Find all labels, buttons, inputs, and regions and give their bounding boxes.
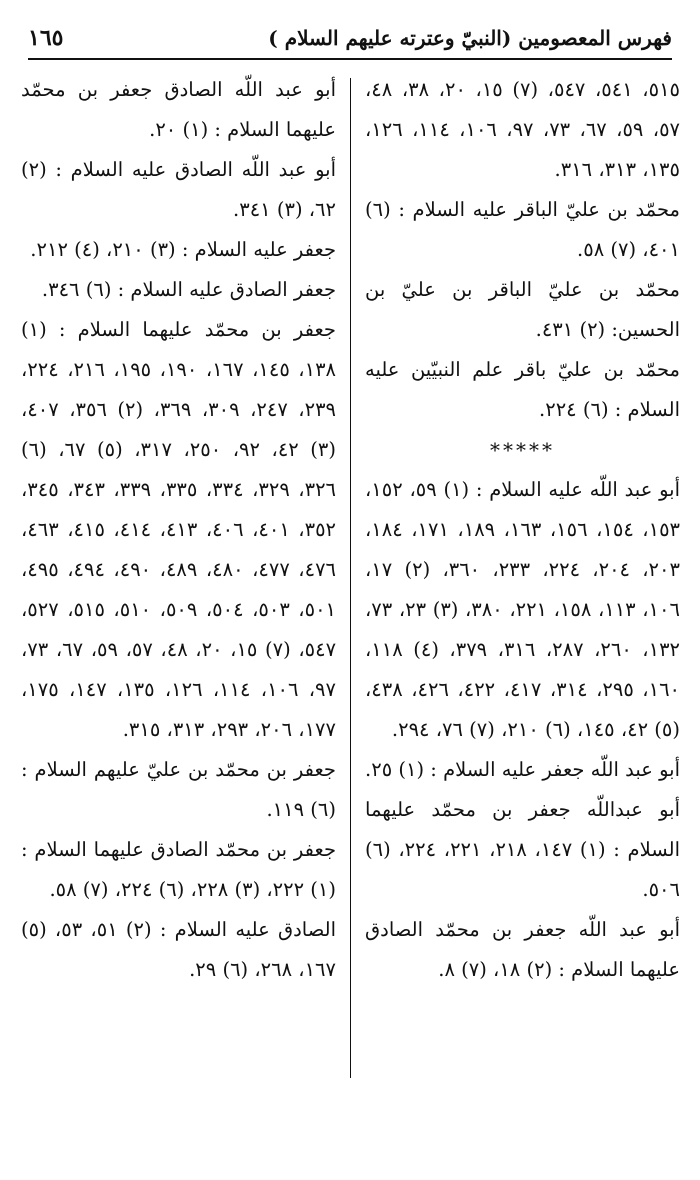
index-entry: جعفر الصادق عليه السلام : (٦) ٣٤٦. [41, 278, 336, 301]
index-entry: جعفر بن محمّد بن عليّ عليهم السلام : (٦) ١١٩. [21, 758, 336, 821]
column-divider [350, 78, 351, 1078]
index-entry: أبو عبداللّه جعفر بن محمّد عليهما السلام : (١) ١٤٧، ٢١٨، ٢٢١، ٢٢٤، (٦) ٥٠٦. [365, 798, 680, 901]
left-column [21, 70, 350, 1100]
index-entry: محمّد بن عليّ الباقر عليه السلام : (٦) ٤٠١، (٧) ٥٨. [365, 198, 680, 261]
index-entry: جعفر بن محمّد الصادق عليهما السلام : (١) ٢٢٢، (٣) ٢٢٨، (٦) ٢٢٤، (٧) ٥٨. [21, 838, 336, 901]
page-number: ١٦٥ [28, 25, 64, 51]
running-title: فهرس المعصومين (النبيّ وعترته عليهم السلام ) [268, 26, 672, 50]
index-entry: محمّد بن عليّ باقر علم النبيّين عليه السلام : (٦) ٢٢٤. [365, 358, 680, 421]
index-columns [20, 70, 680, 1100]
index-entry: محمّد بن عليّ الباقر بن عليّ بن الحسين: (٢) ٤٣١. [365, 278, 680, 341]
section-separator: ***** [490, 438, 555, 462]
index-entry: أبو عبد اللّه عليه السلام : (١) ٥٩، ١٥٢، ١٥٣، ١٥٤، ١٥٦، ١٦٣، ١٨٩، ١٧١، ١٨٤، ٢٠٣، ٢٠٤، ٢٢٤، ٢٣٣، ٣٦٠، (٢) ١٧، ١٠٦، ١١٣، ١٥٨، ٢٢١، ٣٨٠، (٣) ٢٣، ٧٣، ١٣٢، ٢٦٠، ٢٨٧، ٣١٦، ٣٧٩، (٤) ١١٨، ١٦٠، ٢٩٥، ٣١٤، ٤١٧، ٤٢٢، ٤٢٦، ٤٣٨، (٥) ٤٢، ١٤٥، (٦) ٢١٠، (٧) ٧٦، ٢٩٤. [365, 478, 680, 741]
index-entry: جعفر عليه السلام : (٣) ٢١٠، (٤) ٢١٢. [30, 238, 336, 261]
index-entry: الصادق عليه السلام : (٢) ٥١، ٥٣، (٥) ١٦٧، ٢٦٨، (٦) ٢٩. [21, 918, 337, 981]
index-entry: أبو عبد اللّه الصادق جعفر بن محمّد عليهما السلام : (١) ٢٠. [21, 78, 336, 141]
index-entry: جعفر بن محمّد عليهما السلام : (١) ١٣٨، ١٤٥، ١٦٧، ١٩٠، ١٩٥، ٢١٦، ٢٢٤، ٢٣٩، ٢٤٧، ٣٠٩، ٣٦٩، (٢) ٣٥٦، ٤٠٧، (٣) ٤٢، ٩٢، ٢٥٠، ٣١٧، (٥) ٦٧، (٦) ٣٢٦، ٣٢٩، ٣٣٤، ٣٣٥، ٣٣٩، ٣٤٣، ٣٤٥، ٣٥٢، ٤٠١، ٤٠٦، ٤١٣، ٤١٤، ٤١٥، ٤٦٣، ٤٧٦، ٤٧٧، ٤٨٠، ٤٨٩، ٤٩٠، ٤٩٤، ٤٩٥، ٥٠١، ٥٠٣، ٥٠٤، ٥٠٩، ٥١٠، ٥١٥، ٥٢٧، ٥٤٧، (٧) ١٥، ٢٠، ٤٨، ٥٧، ٥٩، ٦٧، ٧٣، ٩٧، ١٠٦، ١١٤، ١٢٦، ١٣٥، ١٤٧، ١٧٥، ١٧٧، ٢٠٦، ٢٩٣، ٣١٣، ٣١٥. [21, 318, 337, 741]
index-entry: أبو عبد اللّه الصادق عليه السلام : (٢) ٦٢، (٣) ٣٤١. [21, 158, 336, 221]
right-column [351, 70, 680, 1100]
index-entry: ٥١٥، ٥٤١، ٥٤٧، (٧) ١٥، ٢٠، ٣٨، ٤٨، ٥٧، ٥٩، ٦٧، ٧٣، ٩٧، ١٠٦، ١١٤، ١٢٦، ١٣٥، ٣١٣، ٣١٦. [365, 78, 680, 181]
page-header [28, 18, 672, 60]
index-entry: أبو عبد اللّه جعفر بن محمّد الصادق عليهما السلام : (٢) ١٨، (٧) ٨. [365, 918, 680, 981]
index-entry: أبو عبد اللّه جعفر عليه السلام : (١) ٢٥. [365, 758, 680, 781]
